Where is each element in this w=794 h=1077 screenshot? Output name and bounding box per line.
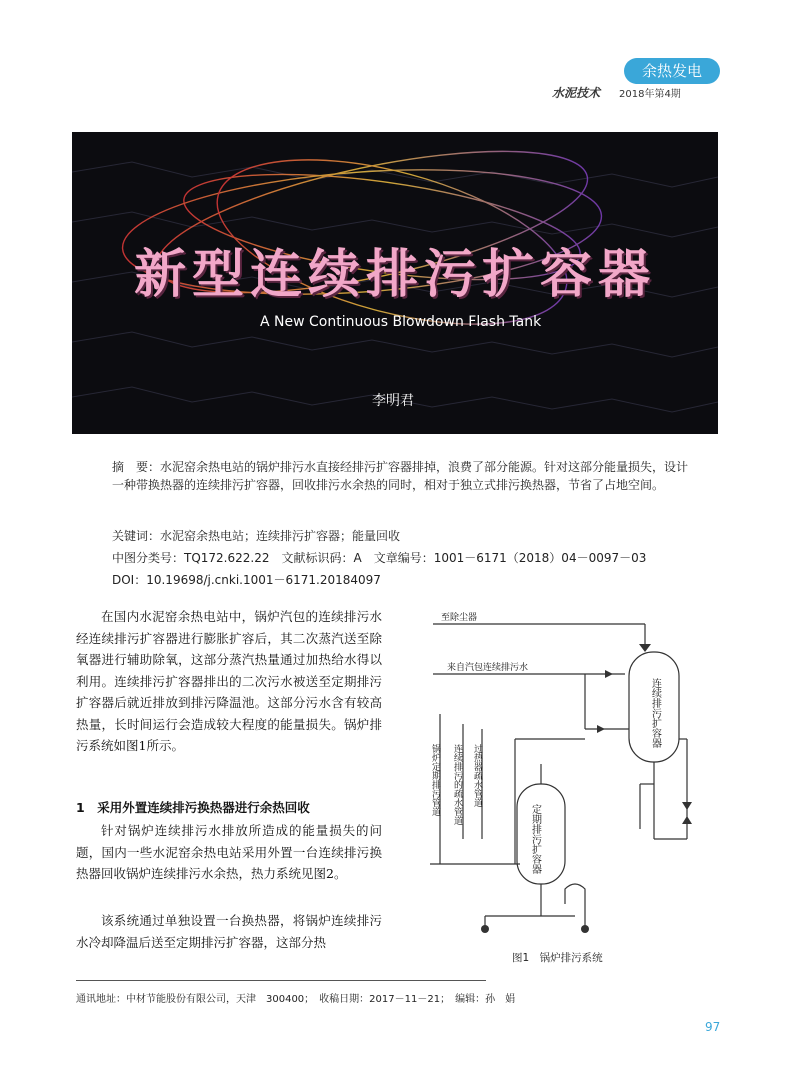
abstract-label: 摘 要： [112,460,161,474]
body-paragraph-3: 该系统通过单独设置一台换热器，将锅炉连续排污水冷却降温后送至定期排污扩容器，这部分热 [76,913,382,950]
abstract-text: 水泥窑余热电站的锅炉排污水直接经排污扩容器排掉，浪费了部分能源。针对这部分能量损失，设计一种带换热器的连续排污扩容器，回收排污水余热的同时，相对于独立式排污换热器，节省了占地空间。 [112,460,689,492]
page-number: 97 [705,1020,721,1034]
column-badge: 余热发电 [624,58,720,84]
body-paragraph-2: 针对锅炉连续排污水排放所造成的能量损失的问题，国内一些水泥窑余热电站采用外置一台连续排污换热器回收锅炉连续排污水余热，热力系统见图2。 [76,823,382,881]
section-heading-1: 1 采用外置连续排污换热器进行余热回收 [76,800,310,815]
figure-1-caption: 图1 锅炉排污系统 [512,952,603,964]
author-name: 李明君 [372,393,414,409]
keywords-label: 关键词： [112,529,161,543]
body-paragraph-1: 在国内水泥窑余热电站中，锅炉汽包的连续排污水经连续排污扩容器进行膨胀扩容后，其二次蒸汽送至除氧器进行辅助除氧，这部分蒸汽热量通过加热给水得以利用。连续排污扩容器排出的二次污水被送至定期排污扩容器后就近排放到排污降温池。这部分污水含有较高热量，长时间运行会造成较大程度的能量损失。锅炉排污系统如图1所示。 [76,609,382,753]
journal-name: 水泥技术 [552,86,601,100]
blowdown-system-diagram [425,604,715,944]
title-banner [72,132,718,434]
keywords [112,527,400,545]
article-title-english: A New Continuous Blowdown Flash Tank [260,314,542,330]
label-pbd-tank: 定期排污扩容器 [529,804,541,874]
label-cbd-drain-pipe: 连续排污的疏水管道 [452,744,462,825]
doi-line: DOI：10.19698/j.cnki.1001－6171.20184097 [112,573,381,587]
article-title: 新型连续排污扩容器 [133,245,656,305]
label-from-drum: 来自汽包连续排污水 [447,663,529,673]
classification-line: 中图分类号：TQ172.622.22 文献标识码：A 文章编号：1001－6171（2018）04－0097－03 [112,551,647,565]
label-periodic-blowdown-pipe: 锅炉定期排污管道 [430,744,440,816]
footer-divider [76,980,486,981]
label-superheater-drain-pipe: 过热器疏水管道 [472,744,482,807]
label-cbd-tank: 连续排污扩容器 [649,678,661,748]
abstract [112,458,692,494]
label-to-deaerator: 至除尘器 [441,613,478,623]
footer-note: 通讯地址：中材节能股份有限公司，天津 300400； 收稿日期：2017－11－21； 编辑：孙 娟 [76,994,516,1005]
figure-1 [425,604,715,944]
keywords-text: 水泥窑余热电站；连续排污扩容器；能量回收 [160,529,401,543]
journal-issue: 2018年第4期 [619,89,681,100]
